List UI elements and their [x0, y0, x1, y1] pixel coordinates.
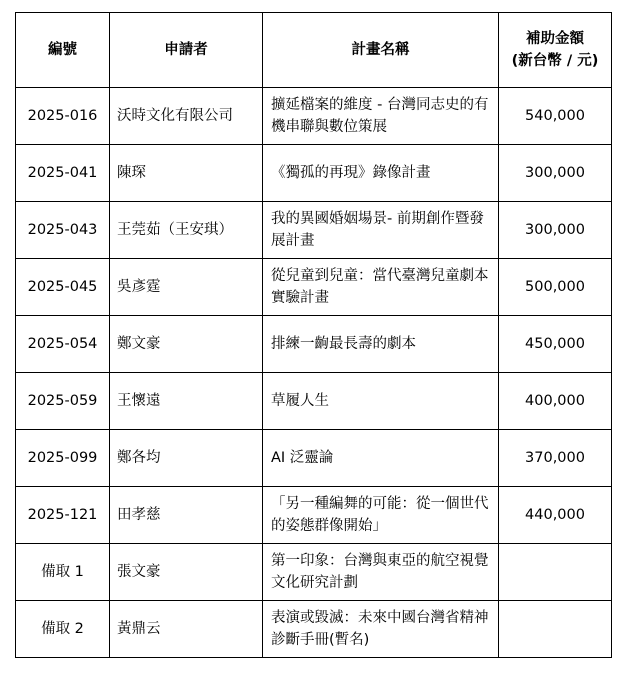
- cell-applicant: 鄭各均: [110, 430, 263, 487]
- header-applicant: 申請者: [110, 13, 263, 88]
- cell-applicant: 鄭文豪: [110, 316, 263, 373]
- cell-id: 2025-041: [16, 145, 110, 202]
- table-row: [16, 601, 612, 658]
- cell-amount: 540,000: [499, 88, 612, 145]
- cell-project: 表演或毀滅：未來中國台灣省精神診斷手冊(暫名): [263, 601, 499, 658]
- cell-applicant: 王莞茹（王安琪）: [110, 202, 263, 259]
- table-row: [16, 487, 612, 544]
- cell-applicant: 張文豪: [110, 544, 263, 601]
- header-amount: [499, 13, 612, 88]
- cell-project: AI 泛靈論: [263, 430, 499, 487]
- cell-id: 2025-045: [16, 259, 110, 316]
- header-amount-line1: 補助金額: [526, 31, 584, 47]
- cell-id: 備取 1: [16, 544, 110, 601]
- table-row: [16, 316, 612, 373]
- cell-amount: 500,000: [499, 259, 612, 316]
- cell-id: 2025-099: [16, 430, 110, 487]
- cell-amount: 300,000: [499, 145, 612, 202]
- cell-id: 2025-121: [16, 487, 110, 544]
- cell-project: 從兒童到兒童：當代臺灣兒童劇本實驗計畫: [263, 259, 499, 316]
- table-row: [16, 430, 612, 487]
- cell-project: 「另一種編舞的可能：從一個世代的姿態群像開始」: [263, 487, 499, 544]
- cell-project: 我的異國婚姻場景- 前期創作暨發展計畫: [263, 202, 499, 259]
- cell-id: 2025-054: [16, 316, 110, 373]
- table-row: [16, 259, 612, 316]
- cell-id: 2025-043: [16, 202, 110, 259]
- grant-table: [15, 12, 612, 658]
- cell-amount: 300,000: [499, 202, 612, 259]
- cell-project: 第一印象：台灣與東亞的航空視覺文化研究計劃: [263, 544, 499, 601]
- header-amount-line2: (新台幣 / 元): [511, 53, 599, 69]
- cell-project: 擴延檔案的維度 - 台灣同志史的有機串聯與數位策展: [263, 88, 499, 145]
- cell-applicant: 沃時文化有限公司: [110, 88, 263, 145]
- cell-id: 2025-059: [16, 373, 110, 430]
- cell-project: 《獨孤的再現》錄像計畫: [263, 145, 499, 202]
- cell-amount: 370,000: [499, 430, 612, 487]
- cell-applicant: 田孝慈: [110, 487, 263, 544]
- cell-id: 2025-016: [16, 88, 110, 145]
- cell-applicant: 黃鼎云: [110, 601, 263, 658]
- cell-amount: 400,000: [499, 373, 612, 430]
- table-row: [16, 145, 612, 202]
- cell-amount: 440,000: [499, 487, 612, 544]
- cell-applicant: 王懷遠: [110, 373, 263, 430]
- cell-applicant: 陳琛: [110, 145, 263, 202]
- header-project: 計畫名稱: [263, 13, 499, 88]
- table-row: [16, 544, 612, 601]
- cell-amount: 450,000: [499, 316, 612, 373]
- cell-applicant: 吳彥霆: [110, 259, 263, 316]
- table-row: [16, 202, 612, 259]
- table-row: [16, 373, 612, 430]
- header-row: [16, 13, 612, 88]
- cell-amount: [499, 601, 612, 658]
- cell-id: 備取 2: [16, 601, 110, 658]
- cell-project: 排練一齣最長壽的劇本: [263, 316, 499, 373]
- cell-project: 草履人生: [263, 373, 499, 430]
- header-id: 編號: [16, 13, 110, 88]
- cell-amount: [499, 544, 612, 601]
- table-row: [16, 88, 612, 145]
